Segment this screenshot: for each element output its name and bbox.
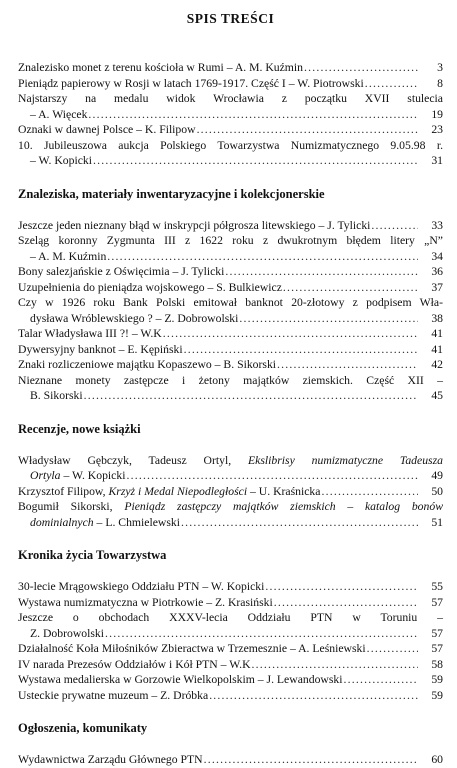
page-number: 41	[431, 342, 443, 356]
entry-title-line: IV narada Prezesów Oddziałów i Kół PTN – W.K	[18, 657, 251, 671]
entry-row	[18, 122, 443, 138]
dot-leader	[163, 326, 418, 342]
entry-row	[18, 752, 443, 768]
page-number: 34	[431, 249, 443, 263]
page-number: 42	[431, 358, 443, 371]
entry-row	[18, 311, 443, 327]
entry-row	[18, 342, 443, 358]
entry-title-line: Znaki rozliczeniowe majątku Kopaszewo – B. Sikorski	[18, 358, 277, 371]
page-number: 60	[431, 753, 443, 766]
toc-entry	[18, 76, 443, 92]
section-title: Znaleziska, materiały inwentaryzacyjne i kolekcjonerskie	[18, 186, 325, 201]
entry-title-line: dominialnych – L. Chmielewski	[30, 515, 180, 529]
page-number: 36	[431, 265, 443, 278]
dot-leader	[365, 76, 418, 92]
entry-row	[18, 280, 443, 296]
toc-entry	[18, 60, 443, 76]
toc-entry	[18, 218, 443, 234]
page-number: 37	[431, 280, 443, 294]
entry-row	[18, 484, 443, 500]
section-title: Ogłoszenia, komunikaty	[18, 721, 148, 735]
dot-leader	[107, 249, 418, 265]
toc-entry	[18, 357, 443, 373]
page-number: 31	[431, 154, 443, 167]
dot-leader	[181, 515, 418, 531]
page-number: 19	[431, 107, 443, 121]
entry-title-line: Jeszcze o obchodach XXXV-lecia Oddziału PTN w Toruniu –	[18, 611, 443, 624]
entry-row	[18, 326, 443, 342]
page-number: 3	[437, 61, 443, 74]
dot-leader	[371, 218, 418, 234]
dot-leader	[265, 579, 418, 595]
toc-entry	[18, 91, 443, 122]
dot-leader	[321, 484, 418, 500]
entry-title-line: Nieznane monety zastępcze i żetony majątków ziemskich. Część XII –	[18, 373, 443, 387]
entry-title-line: Talar Władysława III ?! – W.K	[18, 327, 162, 340]
entry-title-line: Krzysztof Filipow, Krzyż i Medal Niepodległości – U. Kraśnicka	[18, 484, 321, 498]
toc-entry	[18, 264, 443, 280]
dot-leader	[84, 388, 418, 404]
entry-row	[18, 153, 443, 169]
entry-row	[18, 595, 443, 611]
page-number: 33	[431, 218, 443, 232]
entry-row	[18, 468, 443, 484]
page-number: 41	[431, 327, 443, 340]
entry-row	[18, 388, 443, 404]
page-number: 57	[431, 595, 443, 609]
entry-title-line: Z. Dobrowolski	[30, 626, 105, 640]
entry-row	[18, 672, 443, 688]
entry-title-line: B. Sikorski	[30, 389, 83, 402]
page-number: 55	[431, 580, 443, 593]
dot-leader	[274, 595, 418, 611]
toc-section	[18, 422, 443, 531]
dot-leader	[88, 107, 418, 123]
page-number: 49	[431, 469, 443, 482]
entry-title-line: dysława Wróblewskiego ? – Z. Dobrowolski	[30, 311, 239, 325]
entry-title-line: Bony salezjańskie z Oświęcimia – J. Tylicki	[18, 265, 225, 278]
entry-title-line: Dywersyjny banknot – E. Kępiński	[18, 342, 183, 356]
toc-entry	[18, 752, 443, 768]
page-title: SPIS TREŚCI	[186, 11, 275, 26]
toc-section	[18, 548, 443, 703]
dot-leader	[184, 342, 418, 358]
dot-leader	[93, 153, 418, 169]
entry-row	[18, 626, 443, 642]
entry-title-line: Szeląg koronny Zygmunta III z 1622 roku z dwukrotnym błędem litery „N”	[18, 234, 443, 247]
entry-row	[18, 515, 443, 531]
dot-leader	[204, 752, 418, 768]
page-number: 51	[431, 515, 443, 529]
toc-entry	[18, 342, 443, 358]
page-number: 23	[431, 123, 443, 136]
dot-leader	[239, 311, 418, 327]
entry-title-line: Pieniądz papierowy w Rosji w latach 1769-1917. Część I – W. Piotrowski	[18, 76, 364, 90]
entry-title-line: Działalność Koła Miłośników Zbieractwa w Trzemesznie – A. Leśniewski	[18, 642, 366, 655]
dot-leader	[105, 626, 418, 642]
entry-title-line: Znalezisko monet z terenu kościoła w Rumi – A. M. Kuźmin	[18, 61, 303, 74]
dot-leader	[304, 60, 418, 76]
dot-leader	[283, 280, 418, 296]
entry-title-line: – A. Więcek	[30, 107, 88, 121]
entry-row	[18, 76, 443, 92]
entry-title-line: Uzupełnienia do pieniądza wojskowego – S. Bulkiewicz	[18, 280, 282, 294]
entry-row	[18, 579, 443, 595]
entry-title-line: Jeszcze jeden nieznany błąd w inskrypcji półgrosza litewskiego – J. Tylicki	[18, 218, 371, 232]
toc-entry	[18, 579, 443, 595]
page-number: 50	[431, 484, 443, 498]
page-number: 58	[431, 657, 443, 671]
dot-leader	[252, 657, 418, 673]
entry-title-line: Najstarszy na medalu widok Wrocławia z początku XVII stulecia	[18, 92, 443, 105]
entry-row	[18, 264, 443, 280]
entry-row	[18, 641, 443, 657]
page-number: 8	[437, 76, 443, 90]
section-title: Kronika życia Towarzystwa	[18, 548, 167, 562]
toc-entry	[18, 295, 443, 326]
entry-title-line: 30-lecie Mrągowskiego Oddziału PTN – W. Kopicki	[18, 580, 265, 593]
toc-entry	[18, 499, 443, 530]
page-number: 38	[431, 311, 443, 325]
dot-leader	[126, 468, 418, 484]
entry-title-line: Wystawa numizmatyczna w Piotrkowie – Z. Krasiński	[18, 595, 273, 609]
entry-title-line: – W. Kopicki	[30, 154, 93, 167]
toc-entry	[18, 233, 443, 264]
entry-row	[18, 218, 443, 234]
dot-leader	[197, 122, 418, 138]
toc-entry	[18, 138, 443, 169]
entry-title-line: – A. M. Kuźmin	[30, 249, 107, 263]
entry-title-line: Wydawnictwa Zarządu Głównego PTN	[18, 753, 203, 766]
entry-row	[18, 60, 443, 76]
entry-title-line: 10. Jubileuszowa aukcja Polskiego Towarzystwa Numizmatycznego 9.05.98 r.	[18, 138, 443, 152]
dot-leader	[367, 641, 418, 657]
entry-row	[18, 107, 443, 123]
entry-row	[18, 688, 443, 704]
toc-entry	[18, 453, 443, 484]
page-number: 57	[431, 626, 443, 640]
page-number: 59	[431, 673, 443, 686]
dot-leader	[225, 264, 418, 280]
toc-entry	[18, 657, 443, 673]
toc-entry	[18, 595, 443, 611]
toc-entry	[18, 122, 443, 138]
entry-title-line: Oznaki w dawnej Polsce – K. Filipow	[18, 123, 196, 136]
entry-title-line: Władysław Gębczyk, Tadeusz Ortyl, Ekslibrisy numizmatyczne Tadeusza	[18, 453, 443, 467]
toc-entry	[18, 484, 443, 500]
entry-title-line: Wystawa medalierska w Gorzowie Wielkopolskim – J. Lewandowski	[18, 673, 343, 686]
toc-entry	[18, 373, 443, 404]
toc-entry	[18, 672, 443, 688]
page-number: 57	[431, 642, 443, 655]
toc-entry	[18, 688, 443, 704]
entry-title-line: Usteckie prywatne muzeum – Z. Dróbka	[18, 688, 209, 702]
toc-entry	[18, 280, 443, 296]
table-of-contents	[18, 60, 443, 768]
dot-leader	[344, 672, 419, 688]
toc-entry	[18, 641, 443, 657]
entry-row	[18, 357, 443, 373]
toc-section	[18, 187, 443, 404]
entry-title-line: Czy w 1926 roku Bank Polski emitował banknot 20-złotowy z podpisem Wła-	[18, 296, 443, 309]
entry-title-line: Bogumił Sikorski, Pieniądz zastępczy majątków ziemskich – katalog bonów	[18, 500, 443, 513]
toc-entry	[18, 610, 443, 641]
page-number: 45	[431, 389, 443, 402]
entry-row	[18, 657, 443, 673]
entry-title-line: Ortyla – W. Kopicki	[30, 469, 126, 482]
section-title: Recenzje, nowe książki	[18, 421, 141, 436]
page-number: 59	[431, 688, 443, 702]
entry-row	[18, 249, 443, 265]
toc-section	[18, 721, 443, 768]
dot-leader	[209, 688, 418, 704]
toc-section	[18, 60, 443, 169]
dot-leader	[277, 357, 418, 373]
toc-entry	[18, 326, 443, 342]
